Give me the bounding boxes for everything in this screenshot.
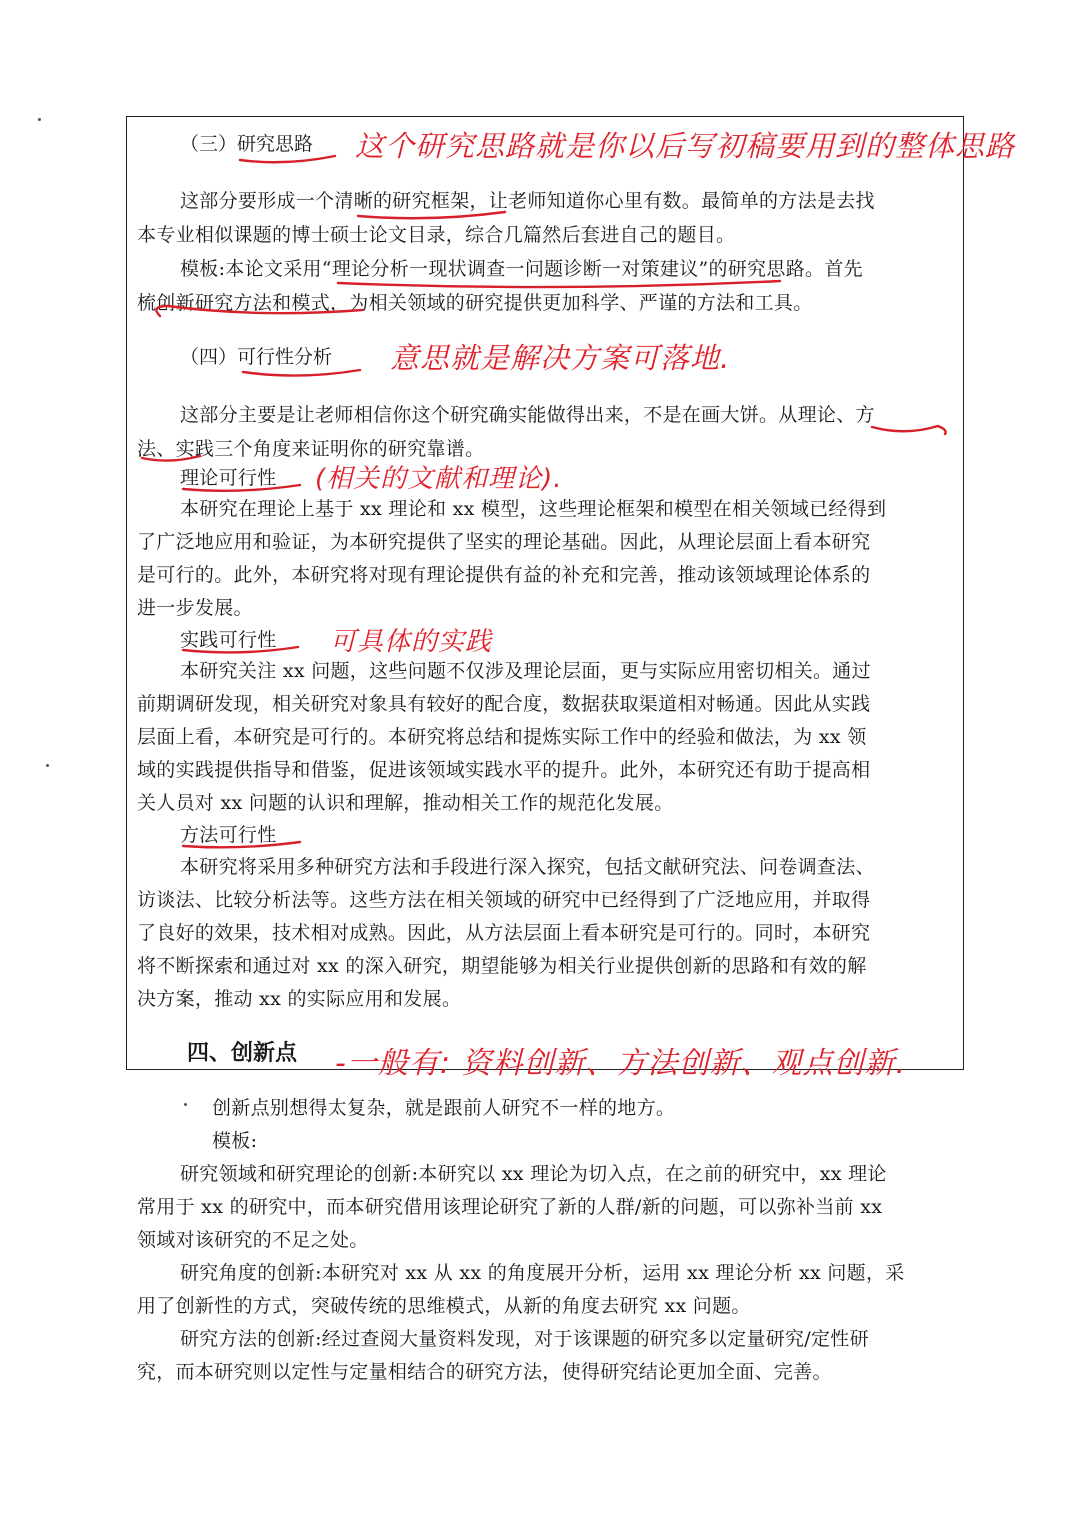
section-heading-innovation: 四、创新点	[187, 1041, 298, 1066]
paragraph-line: 了良好的效果，技术相对成熟。因此，从方法层面上看本研究是可行的。同时，本研究	[137, 922, 871, 944]
paragraph-line: 本专业相似课题的博士硕士论文目录，综合几篇然后套进自己的题目。	[137, 224, 736, 246]
section-heading-research-approach: （三）研究思路	[180, 133, 314, 155]
template-label: 模板:	[212, 1130, 258, 1152]
paragraph-line: 关人员对 xx 问题的认识和理解，推动相关工作的规范化发展。	[137, 792, 674, 814]
paragraph-line: 这部分要形成一个清晰的研究框架，让老师知道你心里有数。最简单的方法是去找	[180, 190, 875, 212]
subheading-practice-feasibility: 实践可行性	[180, 629, 277, 651]
paragraph-line: 了广泛地应用和验证，为本研究提供了坚实的理论基础。因此，从理论层面上看本研究	[137, 531, 871, 553]
scan-speck	[38, 118, 41, 121]
handwritten-note-practice: 可具体的实践	[330, 627, 493, 657]
handwritten-note-research-approach: 这个研究思路就是你以后写初稿要用到的整体思路	[355, 129, 1016, 163]
subheading-theory-feasibility: 理论可行性	[180, 467, 277, 489]
paragraph-line: 本研究关注 xx 问题，这些问题不仅涉及理论层面，更与实际应用密切相关。通过	[180, 660, 871, 682]
paragraph-line: 领域对该研究的不足之处。	[137, 1229, 369, 1251]
paragraph-line: 进一步发展。	[137, 597, 253, 619]
paragraph-line: 研究方法的创新:经过查阅大量资料发现，对于该课题的研究多以定量研究/定性研	[180, 1328, 869, 1350]
handwritten-note-innovation: -一般有: 资料创新、方法创新、观点创新.	[335, 1046, 907, 1081]
paragraph-line: 域的实践提供指导和借鉴，促进该领域实践水平的提升。此外，本研究还有助于提高相	[137, 759, 871, 781]
paragraph-line: 常用于 xx 的研究中，而本研究借用该理论研究了新的人群/新的问题，可以弥补当前 xx	[137, 1196, 883, 1218]
paragraph-line: 访谈法、比较分析法等。这些方法在相关领域的研究中已经得到了广泛地应用，并取得	[137, 889, 871, 911]
handwritten-note-theory: (相关的文献和理论).	[315, 464, 563, 494]
section-heading-feasibility: （四）可行性分析	[180, 346, 333, 368]
bullet-dot	[184, 1103, 187, 1106]
paragraph-line: 这部分主要是让老师相信你这个研究确实能做得出来，不是在画大饼。从理论、方	[180, 404, 875, 426]
paragraph-line: 梳创新研究方法和模式，为相关领域的研究提供更加科学、严谨的方法和工具。	[137, 292, 813, 314]
paragraph-line: 决方案，推动 xx 的实际应用和发展。	[137, 988, 462, 1010]
paragraph-line: 前期调研发现，相关研究对象具有较好的配合度，数据获取渠道相对畅通。因此从实践	[137, 693, 871, 715]
paragraph-line: 法、实践三个角度来证明你的研究靠谱。	[137, 438, 485, 460]
paragraph-line: 究，而本研究则以定性与定量相结合的研究方法，使得研究结论更加全面、完善。	[137, 1361, 832, 1383]
paragraph-line: 是可行的。此外，本研究将对现有理论提供有益的补充和完善，推动该领域理论体系的	[137, 564, 871, 586]
handwritten-note-feasibility: 意思就是解决方案可落地.	[390, 341, 731, 375]
paragraph-line: 研究角度的创新:本研究对 xx 从 xx 的角度展开分析，运用 xx 理论分析 xx 问题，采	[180, 1262, 905, 1284]
subheading-method-feasibility: 方法可行性	[180, 824, 277, 846]
paragraph-line: 研究领域和研究理论的创新:本研究以 xx 理论为切入点，在之前的研究中，xx 理论	[180, 1163, 887, 1185]
paragraph-line: 本研究在理论上基于 xx 理论和 xx 模型，这些理论框架和模型在相关领域已经得到	[180, 498, 887, 520]
paragraph-line: 层面上看，本研究是可行的。本研究将总结和提炼实际工作中的经验和做法，为 xx 领	[137, 726, 867, 748]
paragraph-line: 创新点别想得太复杂，就是跟前人研究不一样的地方。	[212, 1097, 676, 1119]
paragraph-line: 模板:本论文采用“理论分析一现状调查一问题诊断一对策建议”的研究思路。首先	[180, 258, 863, 280]
paragraph-line: 用了创新性的方式，突破传统的思维模式，从新的角度去研究 xx 问题。	[137, 1295, 751, 1317]
scan-speck	[46, 764, 49, 767]
paragraph-line: 本研究将采用多种研究方法和手段进行深入探究，包括文献研究法、问卷调查法、	[180, 856, 875, 878]
paragraph-line: 将不断探索和通过对 xx 的深入研究，期望能够为相关行业提供创新的思路和有效的解	[137, 955, 867, 977]
